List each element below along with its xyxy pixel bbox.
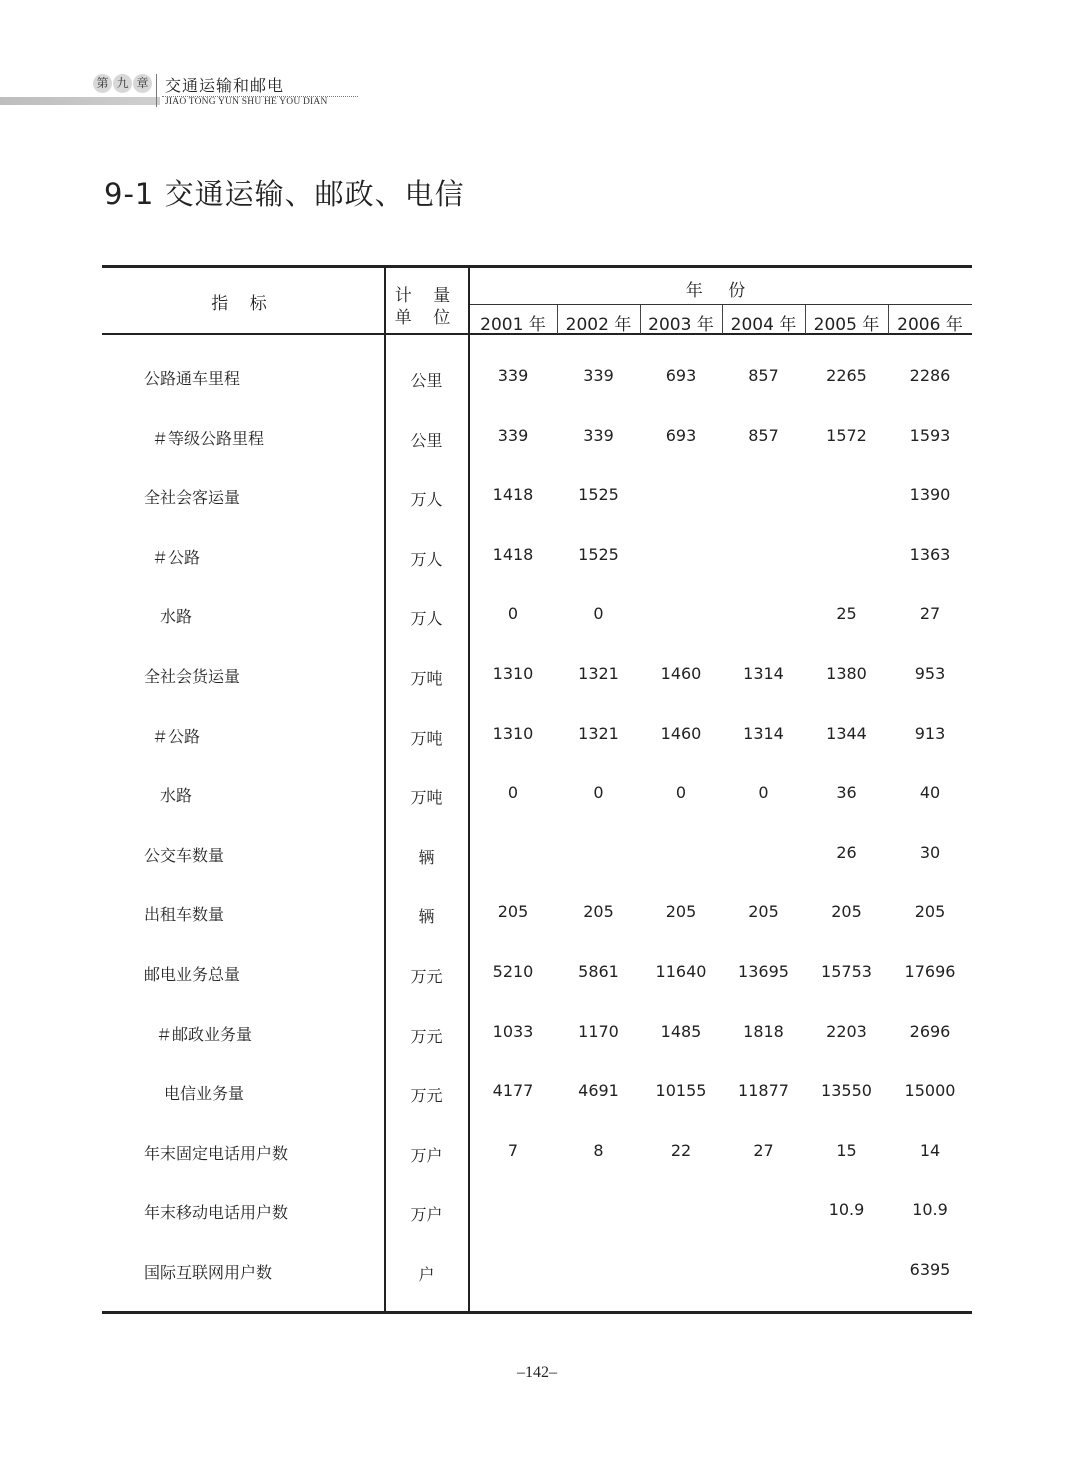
row-value: 1314 xyxy=(743,723,784,743)
row-value: 36 xyxy=(836,783,857,803)
row-value: 0 xyxy=(758,783,769,803)
year-header-cell: 2002 年 xyxy=(565,315,632,335)
year-header-cell: 2005 年 xyxy=(813,315,880,335)
row-value: 1310 xyxy=(492,664,534,683)
header-bar xyxy=(0,97,160,105)
row-value: 857 xyxy=(748,425,779,445)
row-value: 205 xyxy=(665,902,697,922)
row-value: 27 xyxy=(919,604,941,624)
row-unit: 辆 xyxy=(418,847,435,867)
row-value: 1380 xyxy=(826,664,867,683)
table-row xyxy=(102,843,972,873)
row-unit: 万人 xyxy=(410,549,443,569)
table-row xyxy=(102,783,972,813)
row-value: 1525 xyxy=(578,485,619,505)
table-row xyxy=(102,426,972,456)
row-unit: 万元 xyxy=(410,1026,443,1046)
year-header-cell: 2001 年 xyxy=(480,315,546,335)
row-value: 10.9 xyxy=(912,1200,948,1220)
year-header-cell: 2006 年 xyxy=(897,315,963,335)
row-value: 10.9 xyxy=(828,1200,865,1220)
row-value: 1170 xyxy=(578,1021,619,1041)
chapter-badge-char: 第 xyxy=(93,74,112,93)
row-unit: 辆 xyxy=(418,907,435,927)
row-unit: 万人 xyxy=(410,490,443,510)
row-unit: 万人 xyxy=(410,609,443,629)
table-row xyxy=(102,1260,972,1290)
row-unit: 万户 xyxy=(410,1145,443,1165)
row-label: 电信业务量 xyxy=(164,1084,245,1104)
row-value: 1321 xyxy=(578,723,619,743)
row-value: 913 xyxy=(914,723,946,743)
row-value: 205 xyxy=(748,902,779,922)
row-value: 17696 xyxy=(904,962,956,981)
row-value: 693 xyxy=(665,366,697,385)
row-label: ＃邮政业务量 xyxy=(156,1024,253,1044)
header-years: 年 份 xyxy=(685,281,756,301)
row-value: 26 xyxy=(836,842,857,862)
row-label: 公路通车里程 xyxy=(144,369,241,388)
row-label: 水路 xyxy=(160,786,193,806)
header-divider xyxy=(156,74,157,107)
row-value: 857 xyxy=(748,366,779,385)
row-value: 1460 xyxy=(660,664,702,683)
row-value: 953 xyxy=(914,664,946,683)
row-value: 22 xyxy=(670,1140,692,1160)
row-value: 1418 xyxy=(492,485,534,505)
row-value: 339 xyxy=(583,366,614,385)
row-value: 339 xyxy=(497,366,529,385)
row-value: 15000 xyxy=(904,1081,956,1101)
row-label: 公交车数量 xyxy=(144,845,225,865)
row-value: 10155 xyxy=(655,1081,707,1101)
row-unit: 公里 xyxy=(410,371,443,390)
table-row xyxy=(102,604,972,634)
chapter-badge-char: 章 xyxy=(133,74,152,93)
row-value: 0 xyxy=(593,604,604,624)
page-title: 9-1 交通运输、邮政、电信 xyxy=(104,177,465,211)
row-value: 5210 xyxy=(492,962,534,981)
row-value: 1818 xyxy=(743,1021,784,1041)
chapter-badge xyxy=(93,74,152,93)
row-unit: 万吨 xyxy=(410,788,443,808)
row-value: 6395 xyxy=(909,1260,951,1279)
row-value: 1344 xyxy=(826,723,867,743)
row-unit: 万吨 xyxy=(410,728,443,748)
row-value: 0 xyxy=(507,604,519,624)
table-row xyxy=(102,1022,972,1052)
year-header-cell: 2003 年 xyxy=(648,315,714,335)
row-value: 205 xyxy=(583,902,614,922)
row-value: 4177 xyxy=(492,1081,534,1101)
row-value: 13550 xyxy=(821,1081,872,1101)
row-label: 全社会货运量 xyxy=(144,667,241,686)
table-row xyxy=(102,1141,972,1171)
year-header-rule xyxy=(469,304,972,305)
row-value: 339 xyxy=(497,425,529,445)
row-label: ＃等级公路里程 xyxy=(152,428,265,448)
row-value: 14 xyxy=(919,1140,941,1160)
row-label: 国际互联网用户数 xyxy=(144,1263,273,1282)
row-label: 水路 xyxy=(160,607,193,627)
row-value: 2265 xyxy=(826,366,867,385)
table-row xyxy=(102,1200,972,1230)
row-value: 0 xyxy=(507,783,519,803)
row-value: 339 xyxy=(583,425,614,445)
header-unit-line1: 计 量 xyxy=(394,286,459,306)
row-label: ＃公路 xyxy=(152,547,201,567)
table-row xyxy=(102,962,972,992)
page-number: –142– xyxy=(517,1364,557,1381)
row-value: 30 xyxy=(919,842,941,862)
row-value: 15 xyxy=(836,1140,857,1160)
row-value: 1525 xyxy=(578,544,619,564)
table-row xyxy=(102,664,972,694)
row-unit: 万元 xyxy=(410,967,443,986)
row-label: 年末移动电话用户数 xyxy=(144,1203,289,1223)
row-value: 1390 xyxy=(909,485,951,505)
row-value: 1321 xyxy=(578,664,619,683)
header-unit-line2: 单 位 xyxy=(394,308,459,328)
row-value: 15753 xyxy=(821,962,872,981)
row-label: 邮电业务总量 xyxy=(144,965,241,984)
row-unit: 户 xyxy=(418,1265,435,1284)
row-label: ＃公路 xyxy=(152,726,201,746)
row-value: 4691 xyxy=(578,1081,619,1101)
row-value: 40 xyxy=(919,783,941,803)
row-value: 1418 xyxy=(492,544,534,564)
row-value: 11640 xyxy=(655,962,707,981)
row-value: 7 xyxy=(507,1140,519,1160)
year-header-cell: 2004 年 xyxy=(730,315,797,335)
row-value: 2696 xyxy=(909,1021,951,1041)
chapter-title: 交通运输和邮电 xyxy=(165,76,285,95)
row-label: 全社会客运量 xyxy=(144,488,241,508)
row-value: 1033 xyxy=(492,1021,534,1041)
row-label: 出租车数量 xyxy=(144,905,225,925)
row-value: 205 xyxy=(497,902,529,922)
row-value: 1593 xyxy=(909,425,951,445)
row-value: 1314 xyxy=(743,664,784,683)
row-value: 1460 xyxy=(660,723,702,743)
table-row xyxy=(102,902,972,932)
table-row xyxy=(102,366,972,396)
table-row xyxy=(102,1081,972,1111)
chapter-badge-char: 九 xyxy=(113,74,132,93)
row-value: 5861 xyxy=(578,962,619,981)
row-value: 1310 xyxy=(492,723,534,743)
row-value: 2203 xyxy=(826,1021,867,1041)
table-row xyxy=(102,485,972,515)
row-value: 205 xyxy=(831,902,862,922)
row-value: 0 xyxy=(675,783,687,803)
row-value: 27 xyxy=(753,1140,774,1160)
row-value: 13695 xyxy=(738,962,789,981)
header-indicator: 指 标 xyxy=(211,294,275,314)
row-unit: 万元 xyxy=(410,1086,443,1106)
row-value: 1363 xyxy=(909,544,951,564)
row-value: 693 xyxy=(665,425,697,445)
row-value: 205 xyxy=(914,902,946,922)
row-label: 年末固定电话用户数 xyxy=(144,1143,289,1163)
row-value: 1572 xyxy=(826,425,867,445)
chapter-title-pinyin: JIAO TONG YUN SHU HE YOU DIAN xyxy=(165,97,328,107)
row-value: 0 xyxy=(593,783,604,803)
table-bottom-rule xyxy=(102,1311,972,1314)
table-top-rule xyxy=(102,265,972,268)
row-value: 8 xyxy=(593,1140,604,1160)
row-value: 1485 xyxy=(660,1021,702,1041)
table-row xyxy=(102,545,972,575)
row-unit: 万吨 xyxy=(410,669,443,688)
row-unit: 公里 xyxy=(410,430,443,450)
row-value: 25 xyxy=(836,604,857,624)
row-value: 2286 xyxy=(909,366,951,385)
row-unit: 万户 xyxy=(410,1205,443,1225)
row-value: 11877 xyxy=(738,1081,789,1101)
table-row xyxy=(102,724,972,754)
